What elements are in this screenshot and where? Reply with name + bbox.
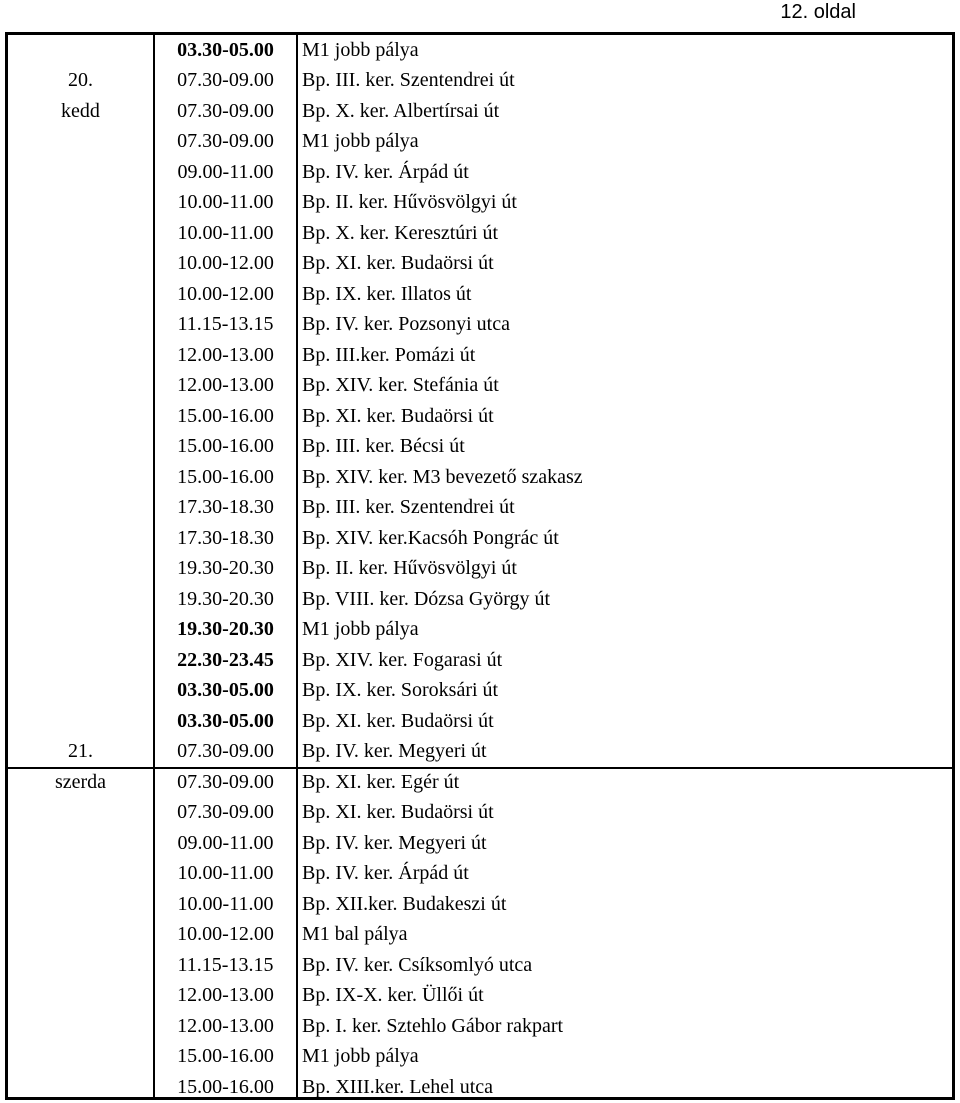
time-cell: 07.30-09.00 (177, 740, 274, 763)
day-cell (8, 218, 153, 249)
time-cell: 15.00-16.00 (177, 1045, 274, 1068)
location-cell: Bp. III. ker. Szentendrei út (302, 496, 515, 519)
day-cell (8, 1011, 153, 1042)
time-cell: 15.00-16.00 (177, 435, 274, 458)
time-cell: 15.00-16.00 (177, 404, 274, 427)
table-row (8, 35, 952, 66)
location-cell: Bp. IX-X. ker. Üllői út (302, 984, 484, 1007)
day-cell (8, 371, 153, 402)
table-row (8, 401, 952, 432)
table-row (8, 66, 952, 97)
time-cell: 10.00-11.00 (177, 221, 274, 244)
table-row (8, 218, 952, 249)
location-cell: M1 jobb pálya (302, 38, 419, 61)
table-row (8, 706, 952, 737)
day-cell (8, 859, 153, 890)
table-row (8, 798, 952, 829)
time-cell: 10.00-11.00 (177, 892, 274, 915)
location-cell: Bp. II. ker. Hűvösvölgyi út (302, 191, 517, 214)
table-row (8, 859, 952, 890)
time-cell: 19.30-20.30 (177, 557, 274, 580)
location-cell: Bp. IV. ker. Árpád út (302, 160, 469, 183)
day-cell (8, 127, 153, 158)
table-row (8, 310, 952, 341)
location-cell: Bp. XIII.ker. Lehel utca (302, 1075, 494, 1098)
day-cell (8, 676, 153, 707)
time-cell: 03.30-05.00 (177, 679, 274, 702)
day-cell (8, 157, 153, 188)
table-row (8, 828, 952, 859)
table-row (8, 584, 952, 615)
location-cell: Bp. XI. ker. Budaörsi út (302, 709, 494, 732)
time-cell: 17.30-18.30 (177, 496, 274, 519)
table-row (8, 920, 952, 951)
day-cell (8, 706, 153, 737)
location-cell: Bp. XI. ker. Budaörsi út (302, 252, 494, 275)
location-cell: Bp. XI. ker. Budaörsi út (302, 404, 494, 427)
table-row (8, 371, 952, 402)
time-cell: 09.00-11.00 (177, 160, 274, 183)
day-cell: kedd (61, 99, 100, 122)
day-cell (8, 889, 153, 920)
location-cell: M1 jobb pálya (302, 1045, 419, 1068)
day-cell (8, 188, 153, 219)
time-cell: 03.30-05.00 (177, 709, 274, 732)
time-cell: 07.30-09.00 (177, 99, 274, 122)
table-row (8, 96, 952, 127)
time-cell: 15.00-16.00 (177, 465, 274, 488)
day-cell (8, 1072, 153, 1103)
day-cell (8, 828, 153, 859)
time-cell: 07.30-09.00 (177, 69, 274, 92)
table-row (8, 615, 952, 646)
day-cell (8, 920, 153, 951)
day-cell (8, 981, 153, 1012)
location-cell: Bp. III. ker. Szentendrei út (302, 69, 515, 92)
location-cell: M1 bal pálya (302, 923, 408, 946)
day-cell (8, 493, 153, 524)
time-cell: 19.30-20.30 (177, 618, 274, 641)
table-row (8, 249, 952, 280)
day-cell (8, 554, 153, 585)
time-cell: 15.00-16.00 (177, 1075, 274, 1098)
day-cell (8, 523, 153, 554)
day-cell (8, 249, 153, 280)
day-cell (8, 950, 153, 981)
day-cell: szerda (54, 770, 107, 793)
time-cell: 10.00-12.00 (177, 252, 274, 275)
location-cell: Bp. XI. ker. Egér út (302, 770, 460, 793)
location-cell: Bp. I. ker. Sztehlo Gábor rakpart (302, 1014, 564, 1037)
day-cell (8, 279, 153, 310)
time-cell: 07.30-09.00 (177, 770, 274, 793)
location-cell: Bp. IV. ker. Megyeri út (302, 740, 487, 763)
table-row (8, 950, 952, 981)
table-row (8, 676, 952, 707)
day-cell (8, 35, 153, 66)
table-row (8, 1011, 952, 1042)
day-cell (8, 462, 153, 493)
time-cell: 22.30-23.45 (177, 648, 274, 671)
day-cell (8, 798, 153, 829)
day-cell (8, 645, 153, 676)
day-cell (8, 1042, 153, 1073)
table-row (8, 737, 952, 768)
location-cell: Bp. XIV. ker. Fogarasi út (302, 648, 503, 671)
time-cell: 19.30-20.30 (177, 587, 274, 610)
location-cell: Bp. IV. ker. Pozsonyi utca (302, 313, 510, 336)
time-cell: 12.00-13.00 (177, 374, 274, 397)
location-cell: Bp. XI. ker. Budaörsi út (302, 801, 494, 824)
day-cell (8, 615, 153, 646)
location-cell: Bp. IV. ker. Csíksomlyó utca (302, 953, 533, 976)
table-row (8, 889, 952, 920)
location-cell: Bp. VIII. ker. Dózsa György út (302, 587, 551, 610)
table-row (8, 127, 952, 158)
day-cell: 21. (68, 740, 93, 763)
time-cell: 03.30-05.00 (177, 38, 274, 61)
day-cell (8, 310, 153, 341)
day-cell (8, 401, 153, 432)
location-cell: Bp. X. ker. Keresztúri út (302, 221, 499, 244)
time-cell: 10.00-12.00 (177, 282, 274, 305)
table-row (8, 279, 952, 310)
location-cell: Bp. II. ker. Hűvösvölgyi út (302, 557, 517, 580)
day-cell (8, 584, 153, 615)
location-cell: Bp. IX. ker. Illatos út (302, 282, 472, 305)
table-row (8, 1042, 952, 1073)
time-cell: 17.30-18.30 (177, 526, 274, 549)
table-row (8, 493, 952, 524)
page-number: 12. oldal (780, 1, 856, 23)
location-cell: Bp. III.ker. Pomázi út (302, 343, 476, 366)
time-cell: 12.00-13.00 (177, 984, 274, 1007)
table-row (8, 462, 952, 493)
location-cell: M1 jobb pálya (302, 130, 419, 153)
table-row (8, 188, 952, 219)
location-cell: Bp. XIV. ker.Kacsóh Pongrác út (302, 526, 559, 549)
time-cell: 11.15-13.15 (177, 313, 274, 336)
day-cell (8, 340, 153, 371)
day-cell: 20. (68, 69, 93, 92)
location-cell: Bp. IX. ker. Soroksári út (302, 679, 499, 702)
location-cell: Bp. X. ker. Albertírsai út (302, 99, 500, 122)
day-cell (8, 432, 153, 463)
time-cell: 07.30-09.00 (177, 801, 274, 824)
table-row (8, 157, 952, 188)
location-cell: Bp. IV. ker. Árpád út (302, 862, 469, 885)
location-cell: Bp. IV. ker. Megyeri út (302, 831, 487, 854)
location-cell: Bp. III. ker. Bécsi út (302, 435, 465, 458)
time-cell: 07.30-09.00 (177, 130, 274, 153)
table-row (8, 340, 952, 371)
time-cell: 10.00-11.00 (177, 191, 274, 214)
schedule-table (5, 32, 955, 1100)
time-cell: 10.00-11.00 (177, 862, 274, 885)
table-row (8, 981, 952, 1012)
time-cell: 12.00-13.00 (177, 343, 274, 366)
table-row (8, 645, 952, 676)
location-cell: Bp. XIV. ker. Stefánia út (302, 374, 499, 397)
time-cell: 09.00-11.00 (177, 831, 274, 854)
table-row (8, 554, 952, 585)
table-row (8, 767, 952, 798)
table-row (8, 432, 952, 463)
location-cell: Bp. XIV. ker. M3 bevezető szakasz (302, 465, 583, 488)
time-cell: 11.15-13.15 (177, 953, 274, 976)
time-cell: 10.00-12.00 (177, 923, 274, 946)
time-cell: 12.00-13.00 (177, 1014, 274, 1037)
location-cell: Bp. XII.ker. Budakeszi út (302, 892, 507, 915)
table-row (8, 1072, 952, 1103)
table-row (8, 523, 952, 554)
location-cell: M1 jobb pálya (302, 618, 419, 641)
